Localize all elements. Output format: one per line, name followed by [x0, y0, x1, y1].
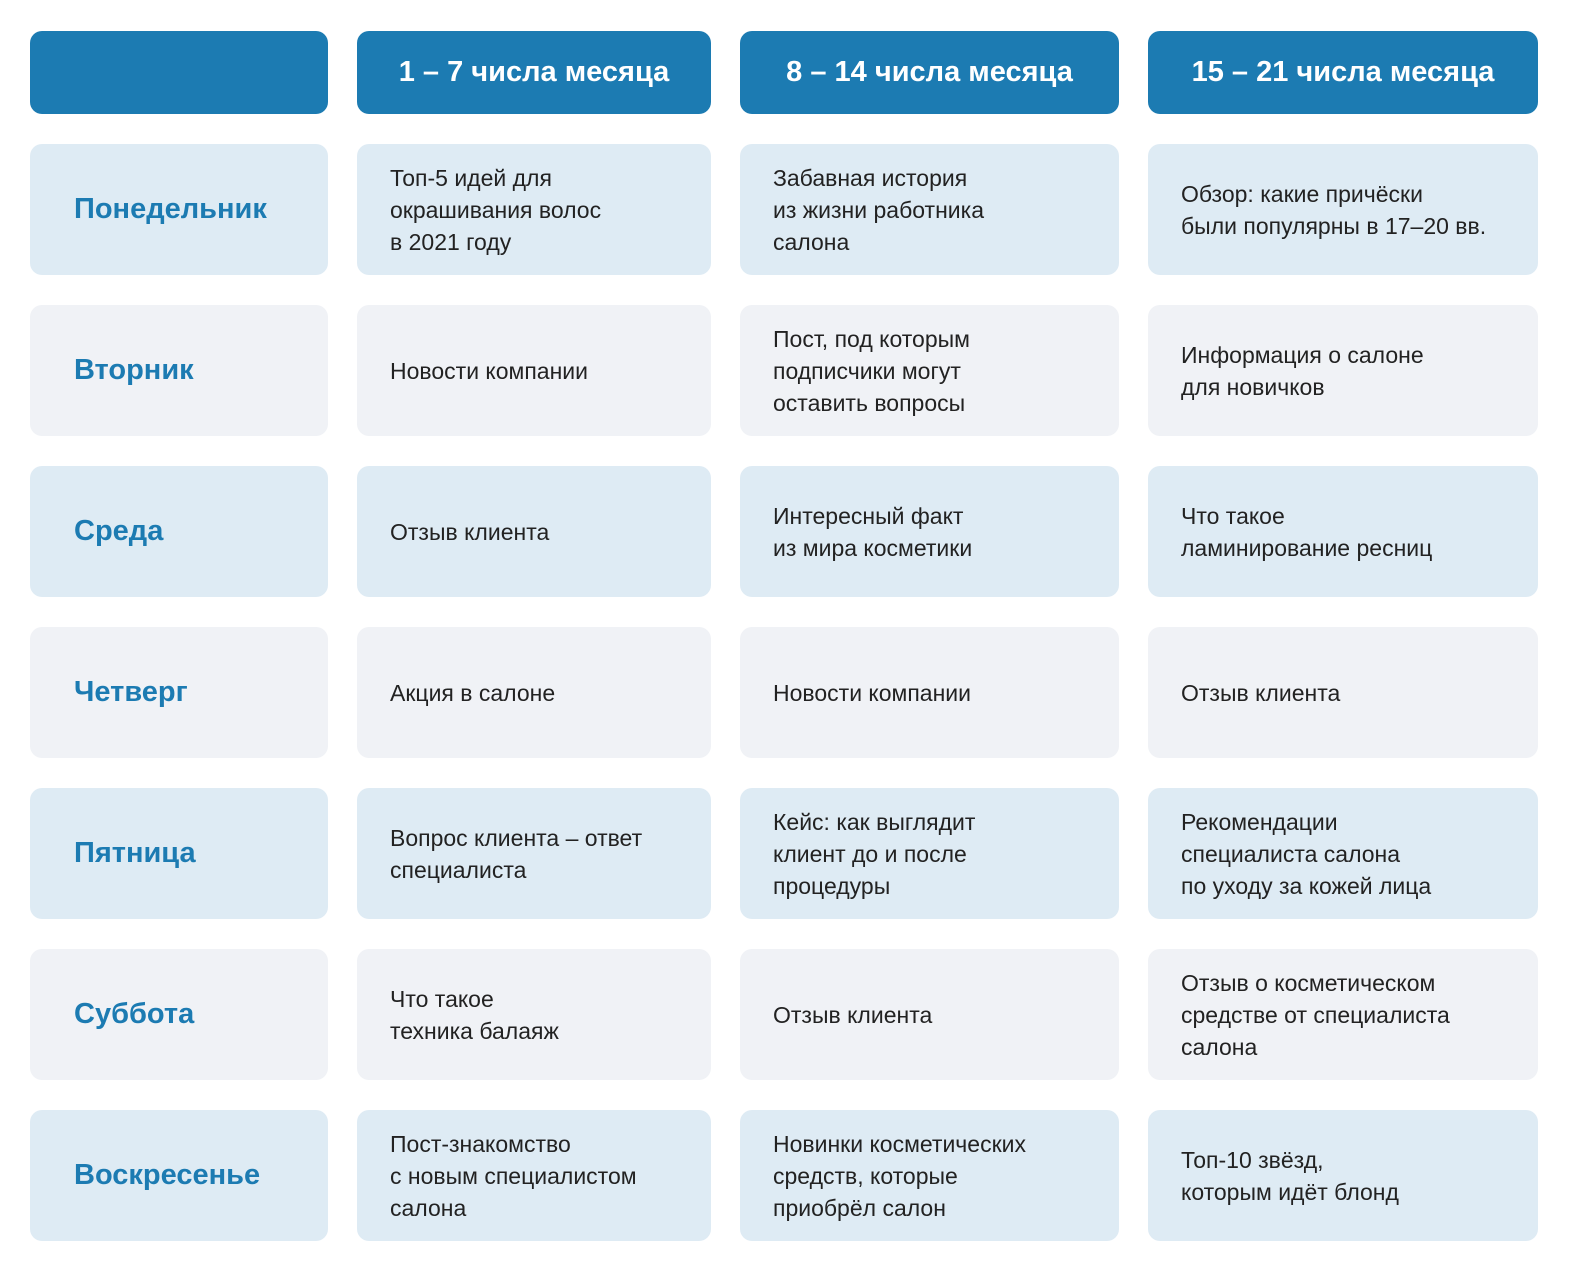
header-corner: [30, 31, 328, 114]
table-cell: Топ-10 звёзд, которым идёт блонд: [1148, 1110, 1538, 1241]
table-cell: Отзыв клиента: [357, 466, 711, 597]
table-cell: Рекомендации специалиста салона по уходу за кожей лица: [1148, 788, 1538, 919]
column-header-1-7: 1 – 7 числа месяца: [357, 31, 711, 114]
content-plan-table: [30, 31, 1538, 1241]
table-cell: Новости компании: [357, 305, 711, 436]
table-cell: Вопрос клиента – ответ специалиста: [357, 788, 711, 919]
table-cell: Что такое ламинирование ресниц: [1148, 466, 1538, 597]
column-header-8-14: 8 – 14 числа месяца: [740, 31, 1119, 114]
table-cell: Пост, под которым подписчики могут оставить вопросы: [740, 305, 1119, 436]
day-label: Вторник: [30, 305, 328, 436]
table-cell: Отзыв клиента: [1148, 627, 1538, 758]
table-cell: Отзыв клиента: [740, 949, 1119, 1080]
table-cell: Новости компании: [740, 627, 1119, 758]
table-cell: Пост-знакомство с новым специалистом салона: [357, 1110, 711, 1241]
table-cell: Информация о салоне для новичков: [1148, 305, 1538, 436]
table-cell: Акция в салоне: [357, 627, 711, 758]
day-label: Четверг: [30, 627, 328, 758]
table-cell: Забавная история из жизни работника салона: [740, 144, 1119, 275]
table-cell: Интересный факт из мира косметики: [740, 466, 1119, 597]
table-cell: Кейс: как выглядит клиент до и после процедуры: [740, 788, 1119, 919]
table-cell: Что такое техника балаяж: [357, 949, 711, 1080]
day-label: Среда: [30, 466, 328, 597]
column-header-15-21: 15 – 21 числа месяца: [1148, 31, 1538, 114]
day-label: Суббота: [30, 949, 328, 1080]
table-cell: Обзор: какие причёски были популярны в 17–20 вв.: [1148, 144, 1538, 275]
day-label: Понедельник: [30, 144, 328, 275]
day-label: Воскресенье: [30, 1110, 328, 1241]
day-label: Пятница: [30, 788, 328, 919]
table-cell: Новинки косметических средств, которые приобрёл салон: [740, 1110, 1119, 1241]
table-cell: Топ-5 идей для окрашивания волос в 2021 году: [357, 144, 711, 275]
table-cell: Отзыв о косметическом средстве от специалиста салона: [1148, 949, 1538, 1080]
